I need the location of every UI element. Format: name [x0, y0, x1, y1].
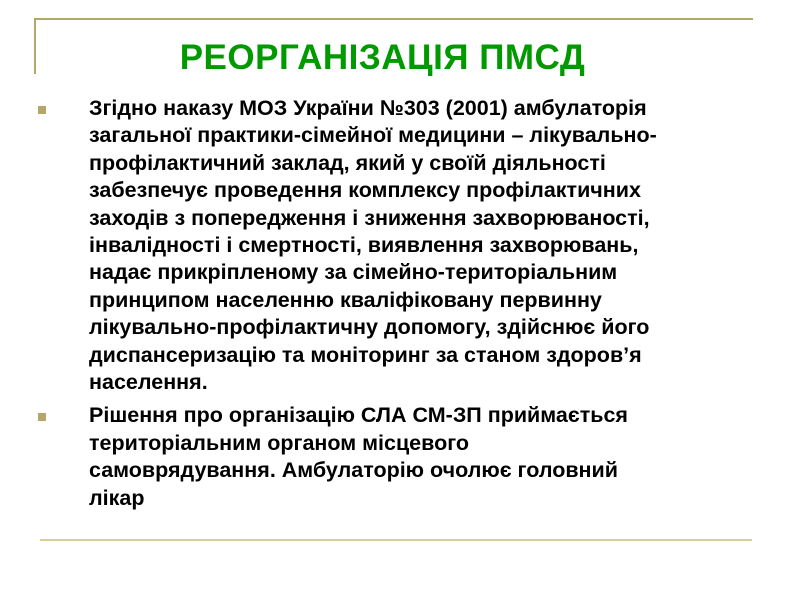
bullet-line: заходів з попередження і зниження захворюваності, [89, 205, 650, 230]
top-rule [35, 18, 753, 20]
bottom-rule [40, 539, 752, 541]
slide-title-text: РЕОРГАНІЗАЦІЯ ПМСД [179, 38, 586, 77]
bullet-list [36, 95, 798, 518]
bullet-item [36, 95, 798, 396]
bullet-line: населення. [89, 370, 208, 395]
square-bullet-icon [38, 106, 46, 114]
bullet-text [89, 402, 798, 512]
slide-title [0, 36, 800, 80]
bullet-line: Рішення про організацію СЛА СМ-ЗП приймається [89, 403, 628, 428]
square-bullet-icon [38, 413, 46, 421]
bullet-line: надає прикріпленому за сімейно-територіальним [89, 260, 618, 285]
bullet-line: забезпечує проведення комплексу профілактичних [89, 178, 641, 203]
bullet-line: самоврядування. Амбулаторію очолює головний [89, 458, 618, 483]
bullet-line: профілактичний заклад, який у своїй діяльності [89, 150, 606, 175]
bullet-line: лікувально-профілактичну допомогу, здійснює його [89, 315, 650, 340]
bullet-line: принципом населенню кваліфіковану первинну [89, 287, 602, 312]
bullet-line: диспансеризацію та моніторинг за станом здоров’я [89, 342, 642, 367]
bullet-text [89, 95, 798, 396]
bullet-line: Згідно наказу МОЗ України №303 (2001) амбулаторія [89, 96, 647, 120]
bullet-line: інвалідності і смертності, виявлення захворювань, [89, 233, 639, 258]
bullet-line: територіальним органом місцевого [89, 430, 470, 455]
bullet-line: загальної практики-сімейної медицини – лікувально- [89, 123, 657, 148]
bullet-line: лікар [89, 485, 145, 510]
bullet-item [36, 402, 798, 512]
